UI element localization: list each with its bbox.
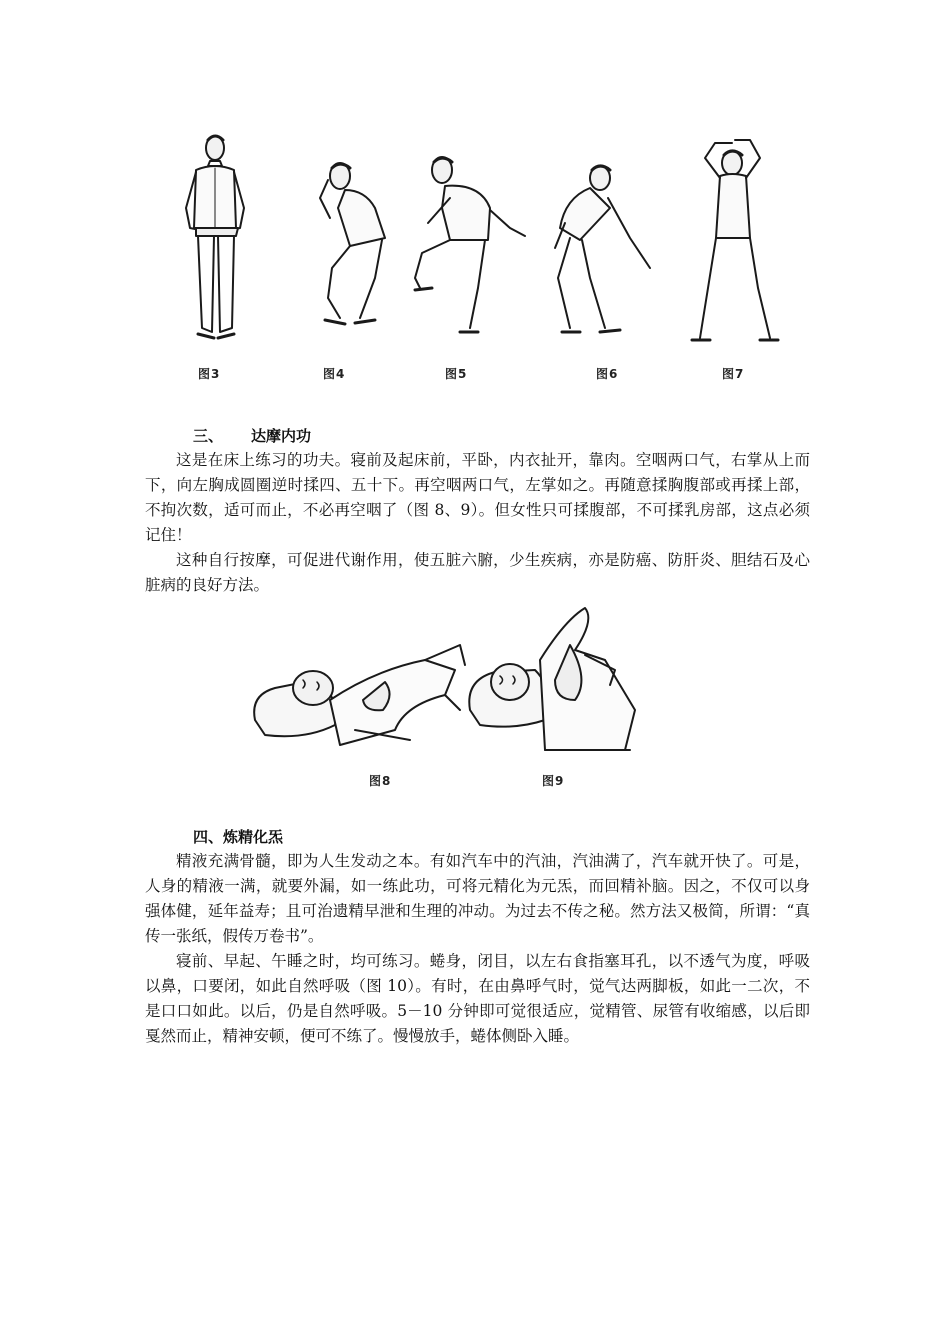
figure-6-bend [555, 166, 650, 332]
massage-figure-pair [245, 600, 645, 790]
figure-4-crouch [320, 163, 385, 324]
caption-fig6: 图6 [596, 367, 619, 381]
section-4-body [145, 849, 810, 1049]
section-4-paragraph-2: 寝前、早起、午睡之时，均可练习。蜷身，闭目，以左右食指塞耳孔，以不透气为度，呼吸以鼻，口要闭，如此自然呼吸（图 10）。有时，在由鼻呼气时，觉气达两脚板，如此一二次，不是口口如此。以后，仍是自然呼吸。5－10 分钟即可觉很适应，觉精管、尿管有收缩感，以后即戛然而止，精神安顿，便可不练了。慢慢放手，蜷体侧卧入睡。 [145, 952, 810, 1045]
section-3-heading [193, 425, 311, 446]
section-4-paragraph-1: 精液充满骨髓，即为人生发动之本。有如汽车中的汽油，汽油满了，汽车就开快了。可是，人身的精液一满，就要外漏，如一练此功，可将元精化为元炁，而回精补脑。因之，不仅可以身强体健，延年益寿；且可治遗精早泄和生理的冲动。为过去不传之秘。然方法又极简，所谓：“真传一张纸，假传万卷书”。 [145, 852, 810, 945]
caption-fig9: 图9 [542, 774, 565, 788]
massage-illustrations [245, 600, 645, 790]
caption-fig5: 图5 [445, 367, 468, 381]
figure-3-standing [186, 136, 244, 338]
caption-fig7: 图7 [722, 367, 745, 381]
exercise-illustrations [160, 128, 790, 388]
section-4-title: 炼精化炁 [223, 828, 284, 846]
section-3-body [145, 448, 810, 598]
section-3-title: 达摩内功 [251, 427, 312, 445]
caption-fig4: 图4 [323, 367, 346, 381]
figure-7-arms-up [692, 140, 778, 340]
figure-5-leg-raise [415, 157, 525, 332]
section-3-paragraph-2: 这种自行按摩，可促进代谢作用，使五脏六腑，少生疾病，亦是防癌、防肝炎、胆结石及心脏病的良好方法。 [145, 551, 810, 594]
section-3-paragraph-1: 这是在床上练习的功夫。寝前及起床前，平卧，内衣扯开，靠肉。空咽两口气，右掌从上而下，向左胸成圆圈逆时揉四、五十下。再空咽两口气，左掌如之。再随意揉胸腹部或再揉上部，不拘次数，适可而止，不必再空咽了（图 8、9）。但女性只可揉腹部，不可揉乳房部，这点必须记住！ [145, 451, 810, 544]
figure-8-lying-massage [254, 645, 465, 745]
caption-fig8: 图8 [369, 774, 392, 788]
exercise-figure-strip [160, 128, 790, 388]
section-4-number: 四、 [193, 828, 224, 846]
figure-9-lying-massage [469, 608, 635, 750]
caption-fig3: 图3 [198, 367, 221, 381]
section-3-number: 三、 [193, 427, 224, 445]
section-4-heading [193, 826, 283, 847]
